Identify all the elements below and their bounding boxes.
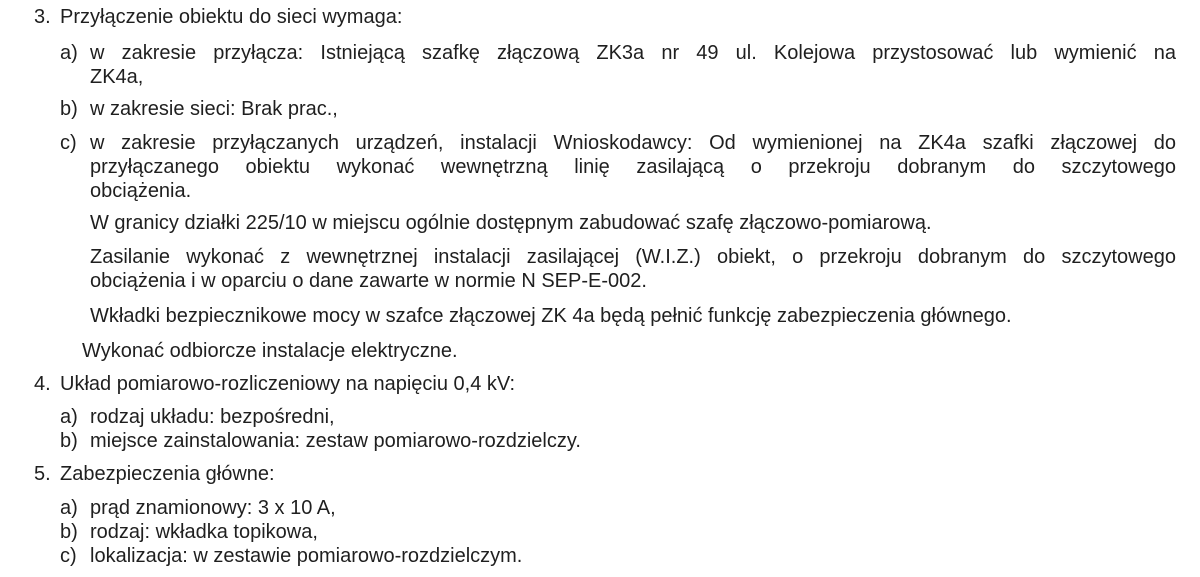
section-3-paragraph-3: Wkładki bezpiecznikowe mocy w szafce złączowej ZK 4a będą pełnić funkcję zabezpieczenia głównego. [90,305,1012,327]
section-3-item-c-marker: c) [60,132,77,154]
section-3-item-a-line1: w zakresie przyłącza: Istniejącą szafkę złączową ZK3a nr 49 ul. Kolejowa przystosować lub wymienić na [90,42,1176,64]
section-5-item-c-text: lokalizacja: w zestawie pomiarowo-rozdzielczym. [90,545,523,567]
section-3-item-c-line1: w zakresie przyłączanych urządzeń, instalacji Wnioskodawcy: Od wymienionej na ZK4a szafki złączowej do [90,132,1176,154]
section-3-paragraph-2-line1: Zasilanie wykonać z wewnętrznej instalacji zasilającej (W.I.Z.) obiekt, o przekroju dobranym do szczytowego [90,246,1176,268]
section-5-item-b-text: rodzaj: wkładka topikowa, [90,521,318,543]
section-3-item-c-line2: przyłączanego obiektu wykonać wewnętrzną linię zasilającą o przekroju dobranym do szczytowego [90,156,1176,178]
section-4-title: Układ pomiarowo-rozliczeniowy na napięciu 0,4 kV: [60,373,516,395]
section-5-title: Zabezpieczenia główne: [60,463,275,485]
section-3-paragraph-1: W granicy działki 225/10 w miejscu ogólnie dostępnym zabudować szafę złączowo-pomiarową. [90,212,932,234]
section-3-number: 3. [34,6,51,28]
section-3-closing: Wykonać odbiorcze instalacje elektryczne. [82,340,458,362]
section-4-item-b-marker: b) [60,430,78,452]
section-4-item-b-text: miejsce zainstalowania: zestaw pomiarowo-rozdzielczy. [90,430,581,452]
section-4-item-a-marker: a) [60,406,78,428]
section-5-item-c-marker: c) [60,545,77,567]
section-5-number: 5. [34,463,51,485]
section-5-item-a-marker: a) [60,497,78,519]
section-3-item-b-marker: b) [60,98,78,120]
section-5-item-a-text: prąd znamionowy: 3 x 10 A, [90,497,336,519]
section-3-item-b-line1: w zakresie sieci: Brak prac., [90,98,338,120]
section-3-title: Przyłączenie obiektu do sieci wymaga: [60,6,403,28]
section-3-item-a-marker: a) [60,42,78,64]
section-4-number: 4. [34,373,51,395]
section-3-item-a-line2: ZK4a, [90,66,144,88]
section-4-item-a-text: rodzaj układu: bezpośredni, [90,406,335,428]
section-3-item-c-line3: obciążenia. [90,180,192,202]
section-5-item-b-marker: b) [60,521,78,543]
section-3-paragraph-2-line2: obciążenia i w oparciu o dane zawarte w normie N SEP-E-002. [90,270,647,292]
